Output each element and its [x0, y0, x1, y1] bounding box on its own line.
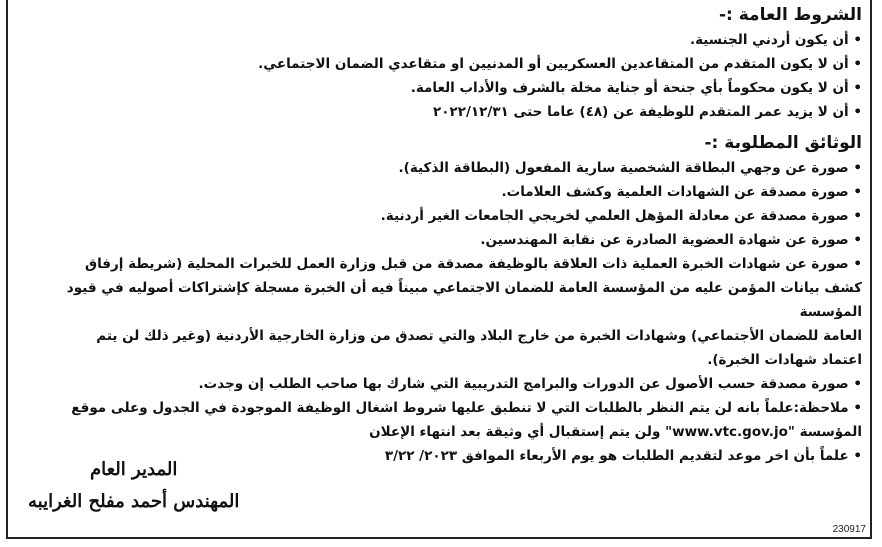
document-item: • صورة عن وجهي البطاقة الشخصية سارية المفعول (البطاقة الذكية).	[398, 160, 862, 176]
document-item: • صورة عن شهادات الخبرة العملية ذات العلاقة بالوظيفة مصدقة من قبل وزارة العمل للخبرات المحلية (شريطة إرفاق	[85, 256, 862, 272]
document-item-continued: العامة للضمان الأجتماعي) وشهادات الخبرة من خارج البلاد والتي تصدق من وزارة الخارجية الأردنية (وغير ذلك لن يتم	[96, 328, 862, 344]
general-conditions-title: الشروط العامة :-	[718, 5, 862, 25]
condition-item: • أن يكون أردني الجنسية.	[689, 32, 862, 48]
deadline-item: • علماً بأن اخر موعد لتقديم الطلبات هو يوم الأربعاء الموافق ٢٠٢٣/ ٣/٢٢	[384, 448, 862, 464]
note-item: • ملاحظة:علماً بانه لن يتم النظر بالطلبات التي لا تنطبق عليها شروط اشغال الوظيفة الموجودة في الجدول وعلى موقع	[71, 400, 862, 416]
condition-item: • أن لا يكون المتقدم من المتقاعدين العسكريين أو المدنيين او متقاعدي الضمان الاجتماعي.	[258, 56, 862, 72]
document-item-continued: كشف بيانات المؤمن عليه من المؤسسة العامة للضمان الاجتماعي مبيناً فيه أن الخبرة مسجلة كإشتراكات أصوليه في قيود المؤسسة	[66, 280, 862, 320]
document-item: • صورة عن شهادة العضوية الصادرة عن نقابة المهندسين.	[480, 232, 862, 248]
document-item: • صورة مصدقة عن الشهادات العلمية وكشف العلامات.	[501, 184, 862, 200]
note-item-website: المؤسسة "www.vtc.gov.jo" ولن يتم إستقبال أي وثيقة بعد انتهاء الإعلان	[369, 424, 862, 440]
signatory-title: المدير العام	[89, 459, 178, 480]
signature-block	[28, 455, 239, 519]
ad-content	[10, 2, 862, 468]
document-item: • صورة مصدقة حسب الأصول عن الدورات والبرامج التدريبية التي شارك بها صاحب الطلب إن وجدت.	[198, 376, 862, 392]
signatory-name: المهندس أحمد مفلح الغرايبه	[28, 491, 240, 512]
document-item: • صورة مصدقة عن معادلة المؤهل العلمي لخريجي الجامعات الغير أردنية.	[380, 208, 862, 224]
document-item-continued: اعتماد شهادات الخبرة).	[707, 352, 862, 368]
condition-item: • أن لا يكون محكوماً بأي جنحة أو جناية مخلة بالشرف والأداب العامة.	[410, 80, 862, 96]
condition-item: • أن لا يزيد عمر المتقدم للوظيفة عن (٤٨) عاما حتى ٢٠٢٢/١٢/٣١	[433, 104, 862, 120]
ad-code: 230917	[832, 524, 866, 535]
required-documents-title: الوثائق المطلوبة :-	[704, 133, 862, 153]
